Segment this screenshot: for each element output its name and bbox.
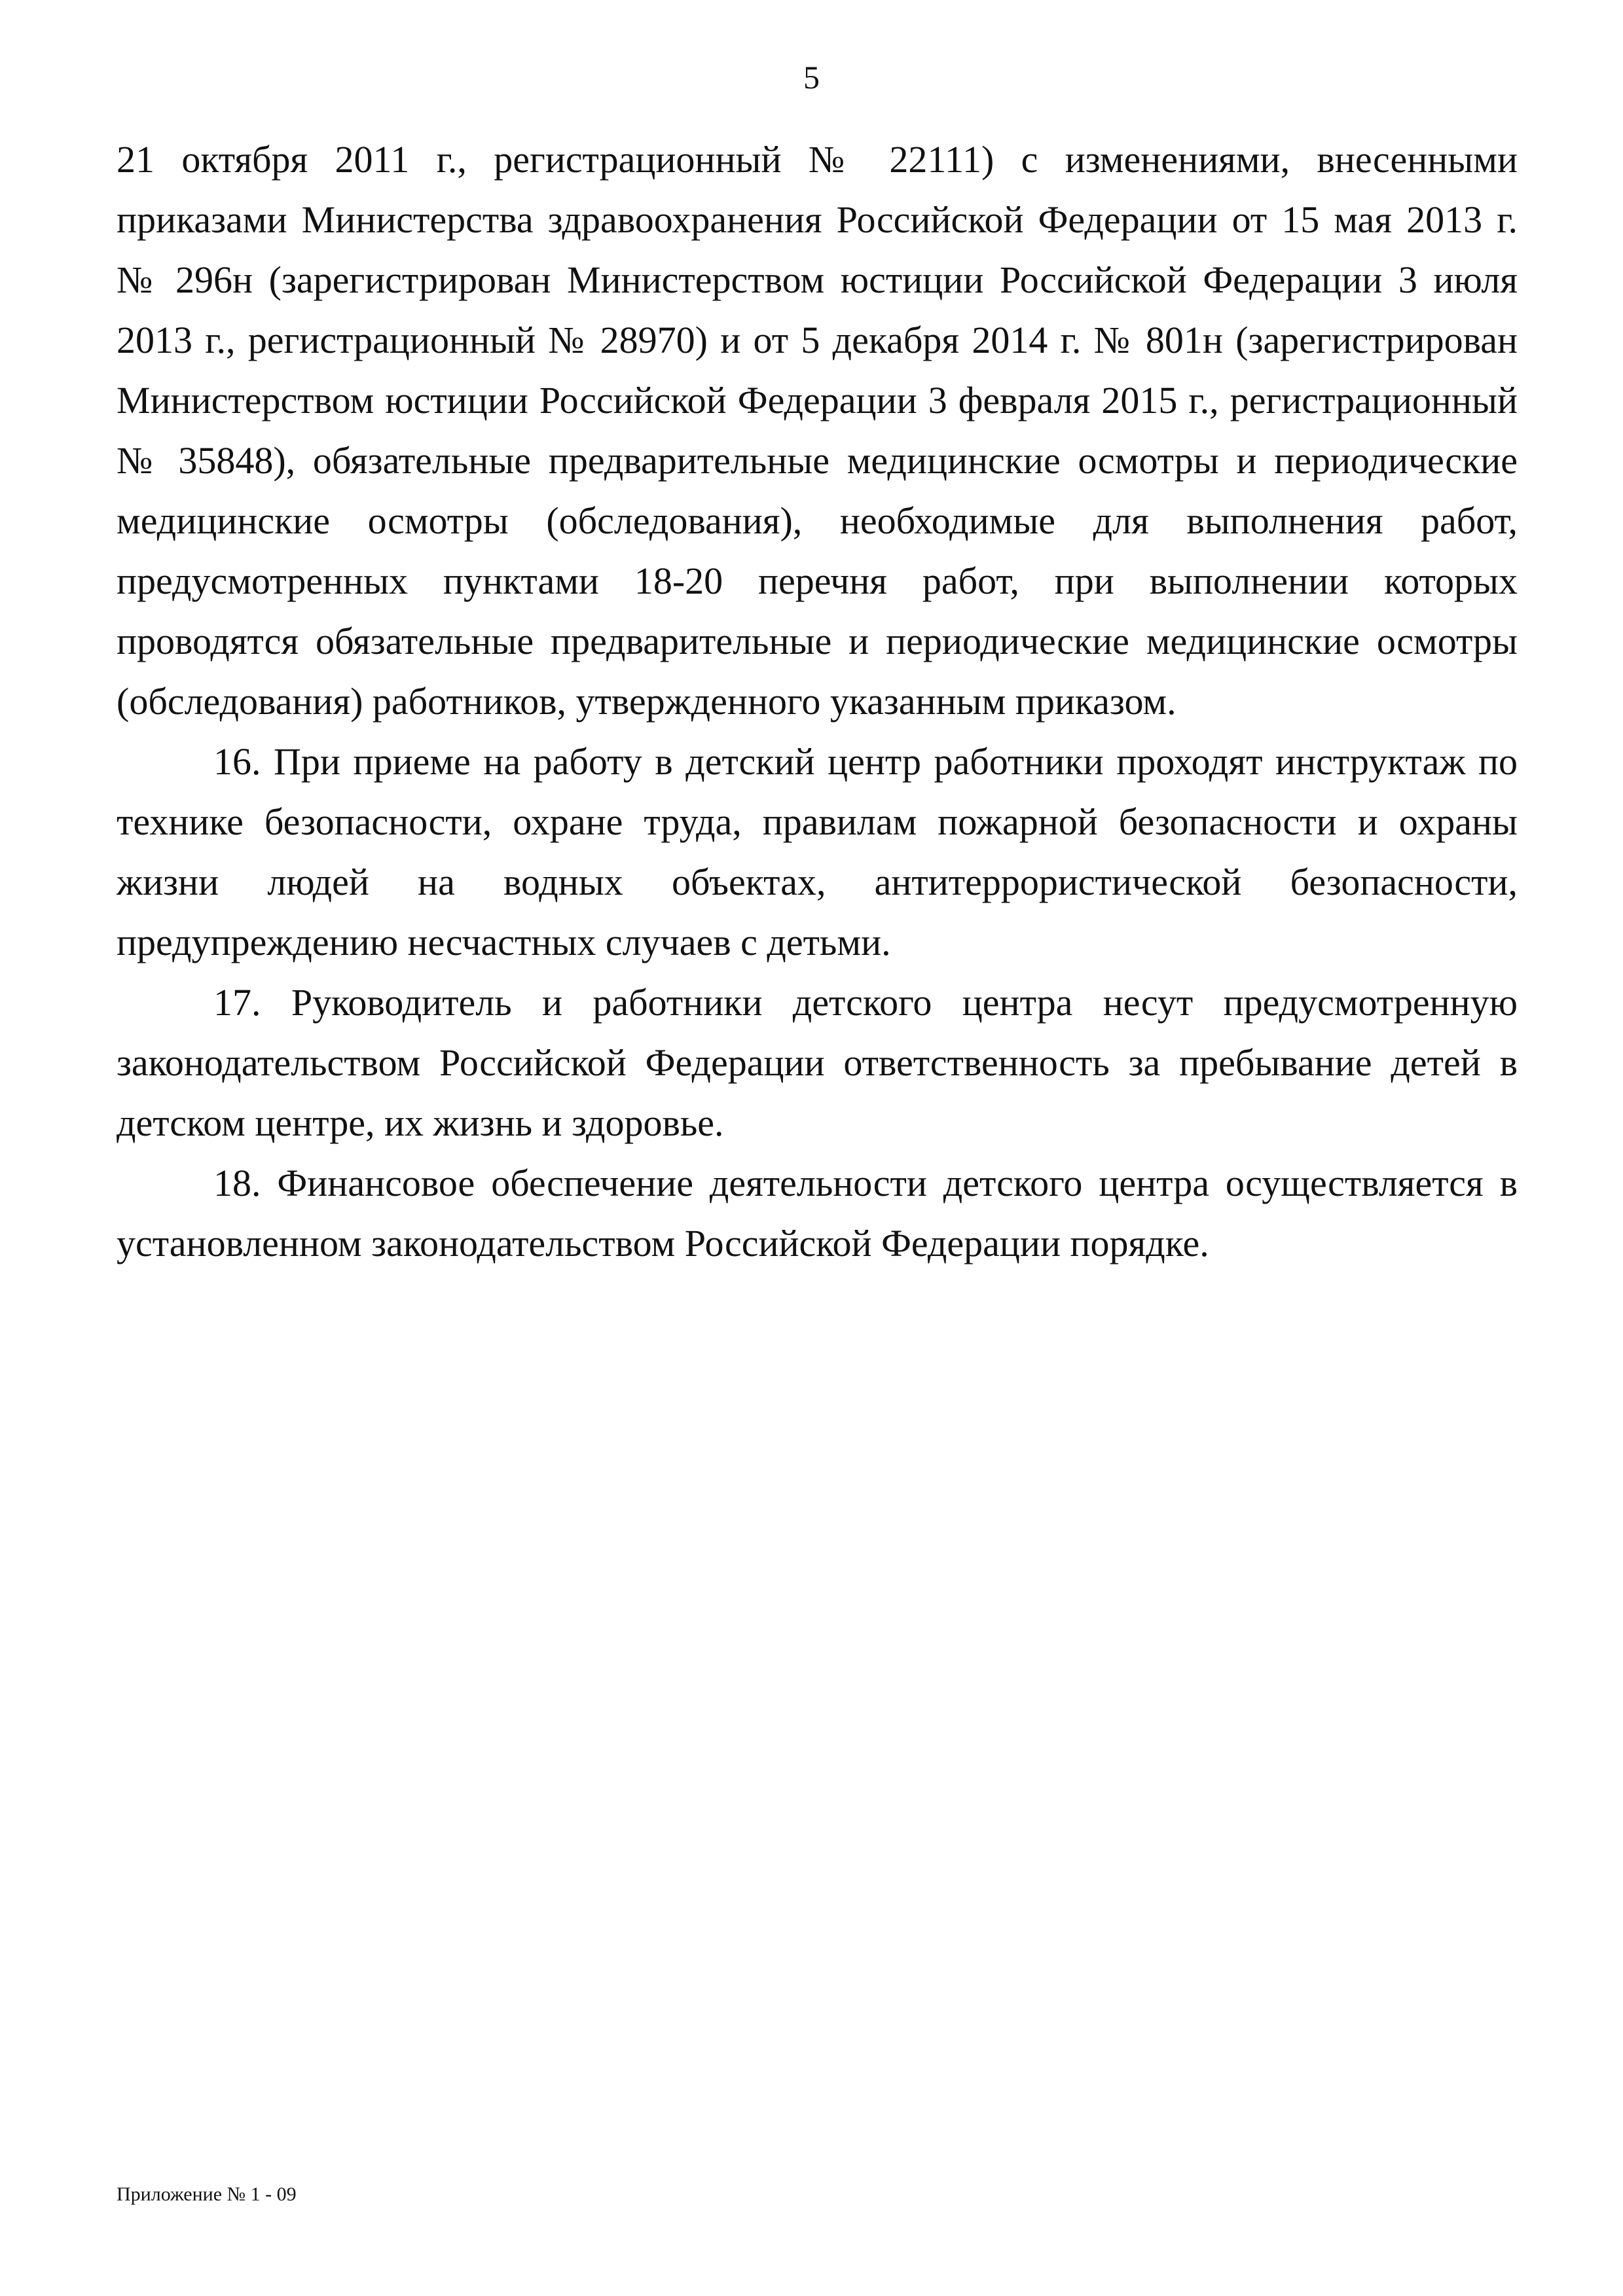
paragraph-16: 16. При приеме на работу в детский центр работники проходят инструктаж по технике безопасности, охране труда, правилам пожарной безопасности и охраны жизни людей на водных объектах, антитеррористической безопасности, предупреждению несчастных случаев с детьми.: [117, 740, 1518, 963]
paragraph-17: 17. Руководитель и работники детского центра несут предусмотренную законодательством Российской Федерации ответственность за пребывание детей в детском центре, их жизнь и здоровье.: [117, 981, 1518, 1144]
paragraph-18: 18. Финансовое обеспечение деятельности детского центра осуществляется в установленном законодательством Российской Федерации порядке.: [117, 1162, 1518, 1265]
footer-appendix-label: Приложение № 1 - 09: [117, 2183, 297, 2205]
document-body: [117, 130, 1518, 1274]
page-number: 5: [803, 59, 820, 96]
paragraph-continuation: 21 октября 2011 г., регистрационный № 22111) с изменениями, внесенными приказами Министерства здравоохранения Российской Федерации от 15 мая 2013 г. № 296н (зарегистрирован Министерством юстиции Российской Федерации 3 июля 2013 г., регистрационный № 28970) и от 5 декабря 2014 г. № 801н (зарегистрирован Министерством юстиции Российской Федерации 3 февраля 2015 г., регистрационный № 35848), обязательные предварительные медицинские осмотры и периодические медицинские осмотры (обследования), необходимые для выполнения работ, предусмотренных пунктами 18-20 перечня работ, при выполнении которых проводятся обязательные предварительные и периодические медицинские осмотры (обследования) работников, утвержденного указанным приказом.: [117, 138, 1518, 723]
